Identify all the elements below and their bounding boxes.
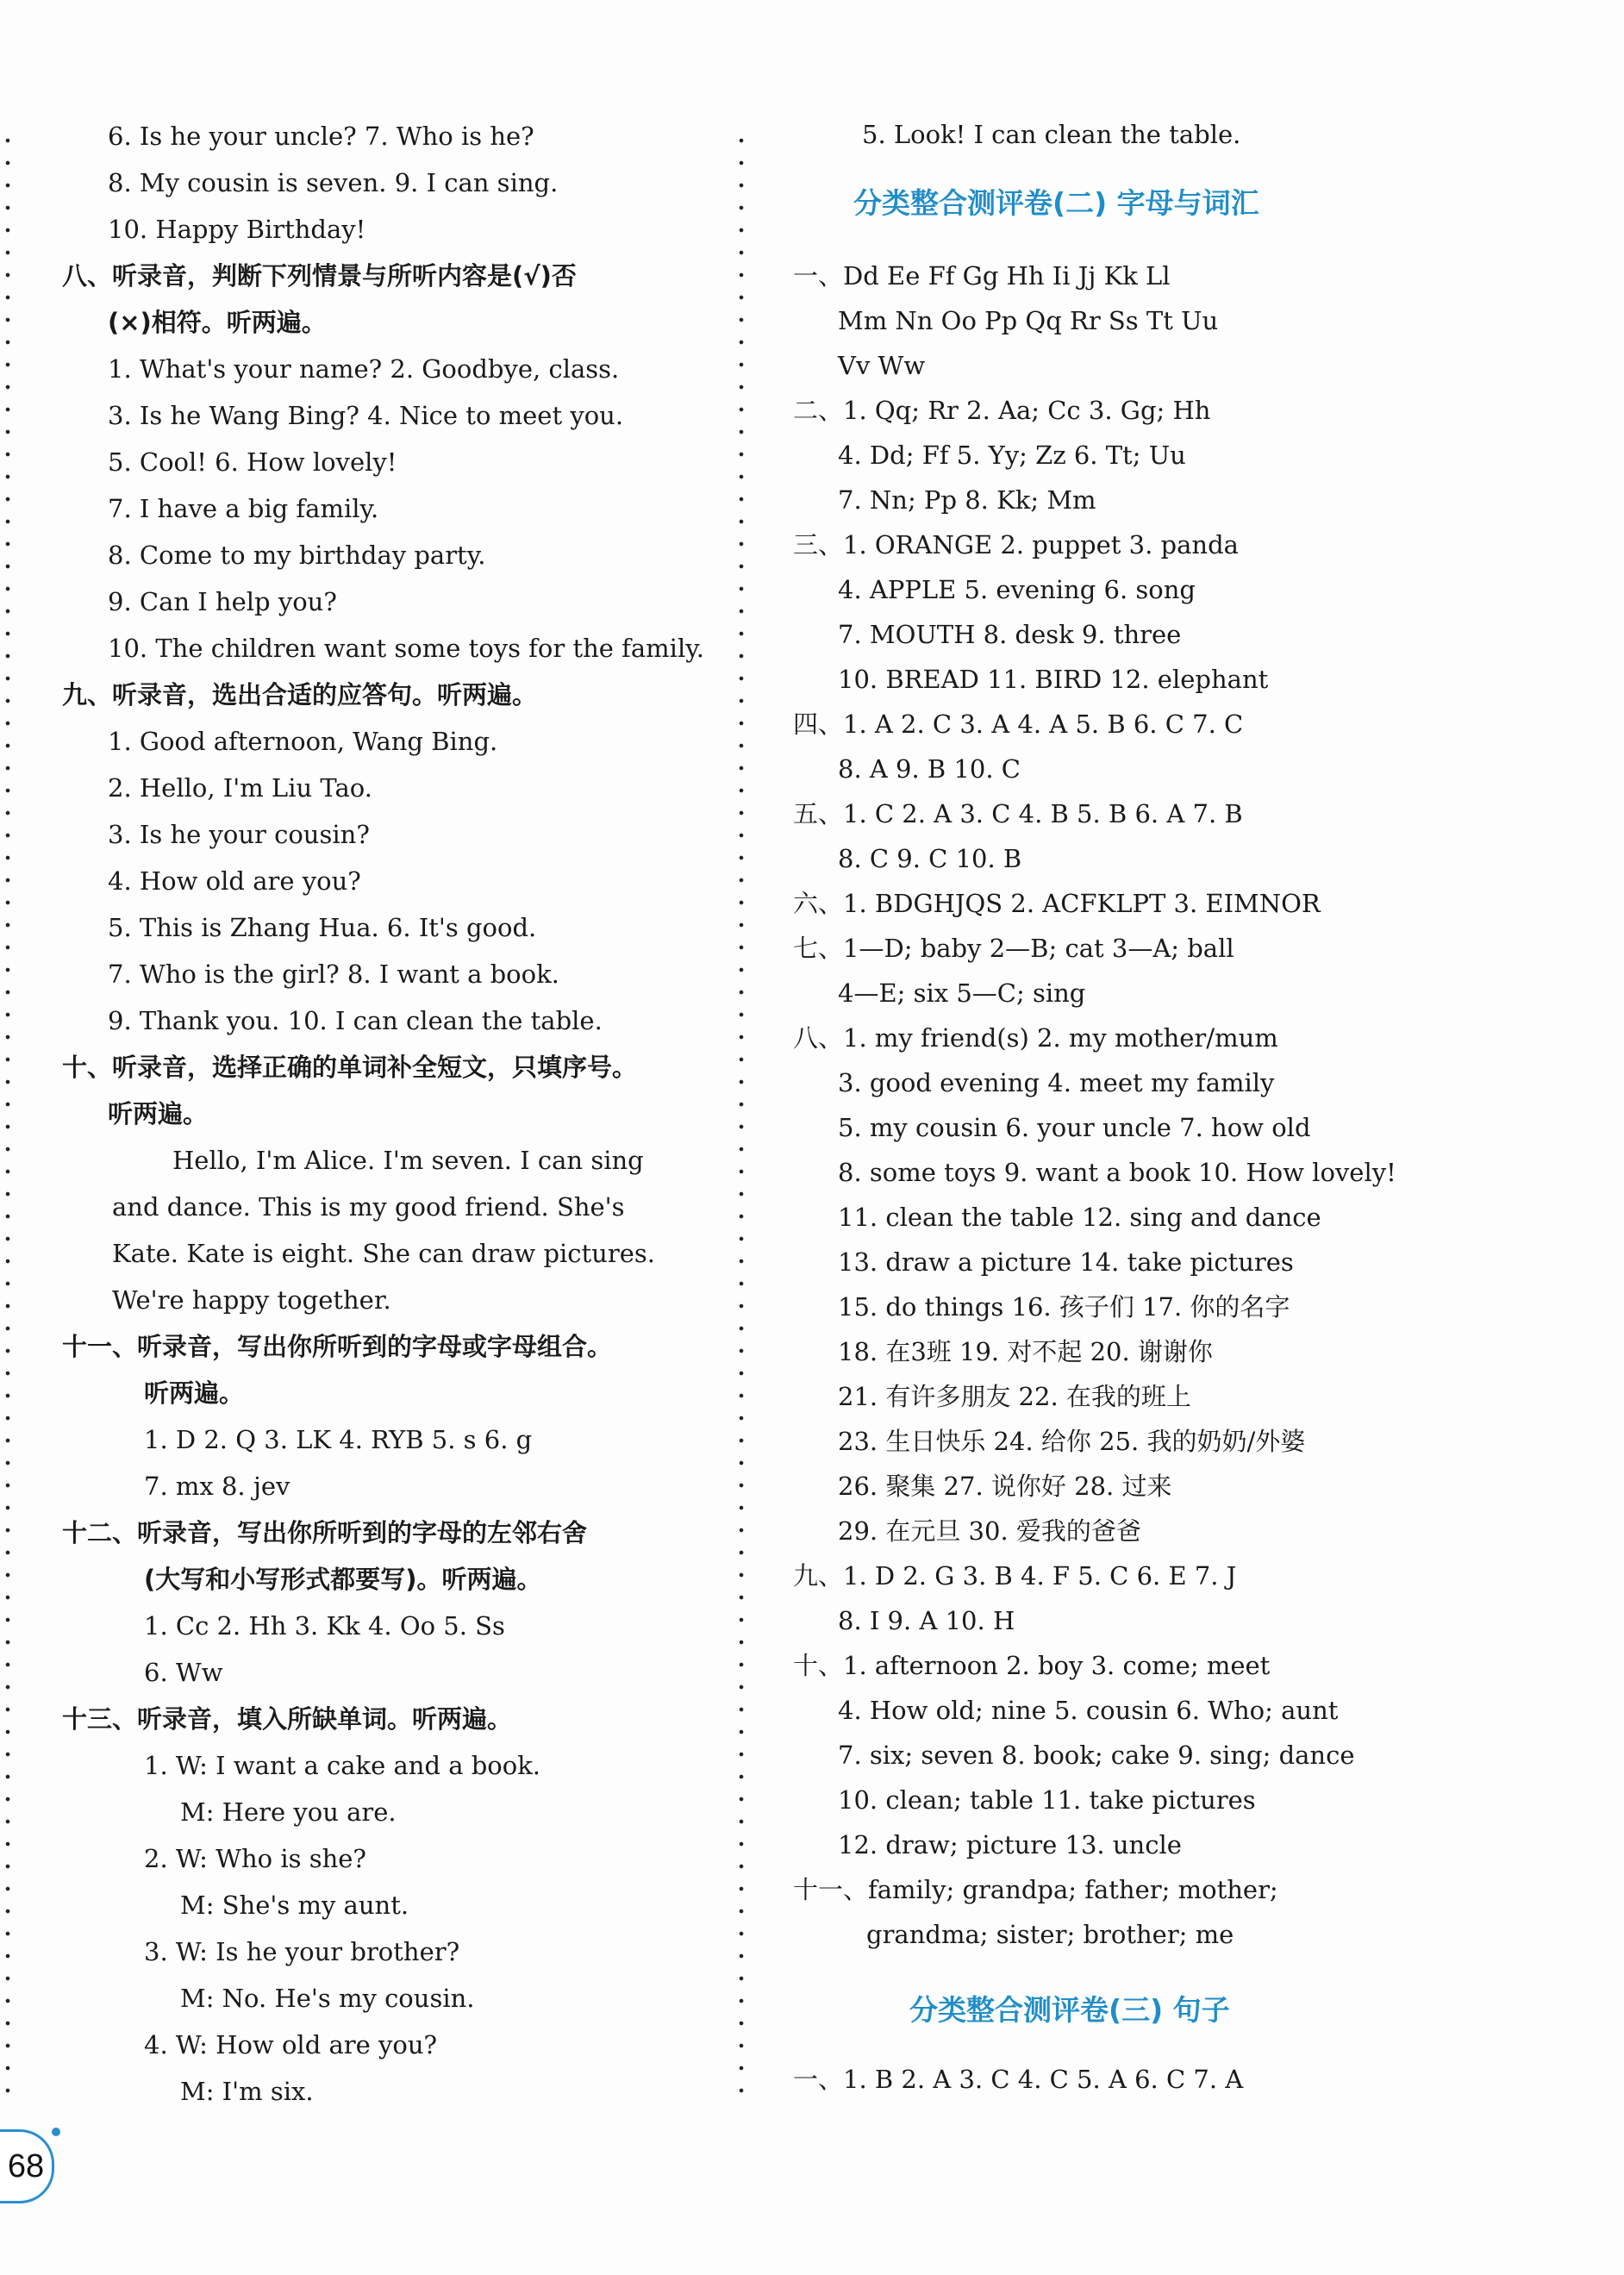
question-heading: 十一、听录音，写出你所听到的字母或字母组合。 <box>62 1332 613 1361</box>
left-binding-dots <box>5 129 10 2103</box>
answer-line: 1. Cc 2. Hh 3. Kk 4. Oo 5. Ss <box>144 1611 505 1641</box>
question-heading: 十二、听录音，写出你所听到的字母的左邻右舍 <box>62 1518 588 1547</box>
answer-line: 3. good evening 4. meet my family <box>838 1068 1275 1097</box>
answer-line: 23. 生日快乐 24. 给你 25. 我的奶奶/外婆 <box>838 1427 1306 1456</box>
question-heading: 听两遍。 <box>108 1099 209 1128</box>
answer-line: M: Here you are. <box>180 1797 397 1827</box>
question-heading: 九、听录音，选出合适的应答句。听两遍。 <box>62 680 538 709</box>
answer-line: 4. W: How old are you? <box>144 2030 438 2059</box>
answer-line: 7. Nn; Pp 8. Kk; Mm <box>838 485 1096 515</box>
answer-line: grandma; sister; brother; me <box>866 1920 1234 1949</box>
answer-line: 13. draw a picture 14. take pictures <box>838 1247 1294 1277</box>
question-heading: (×)相符。听两遍。 <box>108 308 327 337</box>
answer-line: 11. clean the table 12. sing and dance <box>838 1203 1321 1232</box>
answer-line: 5. This is Zhang Hua. 6. It's good. <box>108 913 537 942</box>
answer-line: 4. How old; nine 5. cousin 6. Who; aunt <box>838 1696 1339 1725</box>
question-heading: 听两遍。 <box>144 1378 245 1408</box>
answer-line: 5. Cool! 6. How lovely! <box>108 447 397 477</box>
answer-line: 1. What's your name? 2. Goodbye, class. <box>108 354 620 384</box>
answer-line: 9. Thank you. 10. I can clean the table. <box>108 1006 603 1035</box>
page-number-dot <box>52 2128 60 2136</box>
answer-line: Mm Nn Oo Pp Qq Rr Ss Tt Uu <box>838 306 1219 335</box>
answer-line: 一、Dd Ee Ff Gg Hh Ii Jj Kk Ll <box>793 261 1171 291</box>
answer-line: We're happy together. <box>112 1285 391 1315</box>
answer-line: 4. Dd; Ff 5. Yy; Zz 6. Tt; Uu <box>838 441 1186 470</box>
question-heading: 十、听录音，选择正确的单词补全短文，只填序号。 <box>62 1053 638 1082</box>
answer-line: 10. BREAD 11. BIRD 12. elephant <box>838 665 1269 694</box>
answer-line: 10. Happy Birthday! <box>108 215 366 244</box>
answer-line: 五、1. C 2. A 3. C 4. B 5. B 6. A 7. B <box>793 799 1243 828</box>
answer-line: 1. Good afternoon, Wang Bing. <box>108 727 498 756</box>
answer-line: 3. Is he Wang Bing? 4. Nice to meet you. <box>108 401 624 430</box>
answer-line: 21. 有许多朋友 22. 在我的班上 <box>838 1382 1191 1411</box>
answer-line: 6. Is he your uncle? 7. Who is he? <box>108 122 534 151</box>
answer-line: 8. some toys 9. want a book 10. How lovely! <box>838 1158 1396 1187</box>
center-divider-dots <box>739 129 744 2103</box>
answer-line: 26. 聚集 27. 说你好 28. 过来 <box>838 1472 1172 1501</box>
answer-line: M: No. He's my cousin. <box>180 1984 475 2013</box>
answer-line: 8. I 9. A 10. H <box>838 1606 1015 1635</box>
answer-line: Vv Ww <box>838 351 926 380</box>
question-heading: (大写和小写形式都要写)。听两遍。 <box>144 1565 542 1594</box>
section-title: 分类整合测评卷(二) 字母与词汇 <box>853 186 1259 220</box>
answer-line: 7. I have a big family. <box>108 494 379 523</box>
answer-line: 8. My cousin is seven. 9. I can sing. <box>108 168 559 197</box>
answer-line: 九、1. D 2. G 3. B 4. F 5. C 6. E 7. J <box>793 1561 1237 1591</box>
section-title: 分类整合测评卷(三) 句子 <box>909 1993 1230 2027</box>
answer-line: and dance. This is my good friend. She's <box>112 1192 625 1222</box>
answer-line: 9. Can I help you? <box>108 587 337 616</box>
answer-line: 5. my cousin 6. your uncle 7. how old <box>838 1113 1311 1142</box>
answer-line: 12. draw; picture 13. uncle <box>838 1830 1182 1859</box>
question-heading: 十三、听录音，填入所缺单词。听两遍。 <box>62 1704 513 1734</box>
answer-line: M: She's my aunt. <box>180 1891 409 1920</box>
answer-line: 1. W: I want a cake and a book. <box>144 1751 541 1780</box>
answer-line: 2. W: Who is she? <box>144 1844 366 1873</box>
answer-line: 4. APPLE 5. evening 6. song <box>838 575 1196 604</box>
answer-line: 十、1. afternoon 2. boy 3. come; meet <box>793 1651 1271 1680</box>
answer-line: 一、1. B 2. A 3. C 4. C 5. A 6. C 7. A <box>793 2065 1244 2094</box>
answer-line: 15. do things 16. 孩子们 17. 你的名字 <box>838 1292 1290 1322</box>
answer-line: 10. clean; table 11. take pictures <box>838 1785 1256 1815</box>
answer-line: 3. W: Is he your brother? <box>144 1937 460 1966</box>
answer-line: 3. Is he your cousin? <box>108 820 370 849</box>
answer-line: 6. Ww <box>144 1658 223 1687</box>
answer-line: 三、1. ORANGE 2. puppet 3. panda <box>793 530 1239 559</box>
answer-line: 四、1. A 2. C 3. A 4. A 5. B 6. C 7. C <box>793 709 1244 739</box>
answer-line: 8. A 9. B 10. C <box>838 754 1021 784</box>
answer-line: 7. MOUTH 8. desk 9. three <box>838 620 1182 649</box>
answer-line: 18. 在3班 19. 对不起 20. 谢谢你 <box>838 1337 1213 1366</box>
answer-line: Hello, I'm Alice. I'm seven. I can sing <box>172 1146 644 1175</box>
answer-line: 7. six; seven 8. book; cake 9. sing; dance <box>838 1741 1355 1770</box>
page-number: 68 <box>0 2129 54 2203</box>
answer-line: 5. Look! I can clean the table. <box>862 120 1241 149</box>
question-heading: 八、听录音，判断下列情景与所听内容是(√)否 <box>62 261 577 291</box>
answer-line: 二、1. Qq; Rr 2. Aa; Cc 3. Gg; Hh <box>793 396 1211 425</box>
answer-line: 8. C 9. C 10. B <box>838 844 1022 873</box>
answer-line: 7. mx 8. jev <box>144 1472 290 1501</box>
answer-line: 2. Hello, I'm Liu Tao. <box>108 773 372 803</box>
answer-line: 29. 在元旦 30. 爱我的爸爸 <box>838 1516 1141 1546</box>
answer-line: 十一、family; grandpa; father; mother; <box>793 1875 1278 1904</box>
answer-line: 六、1. BDGHJQS 2. ACFKLPT 3. EIMNOR <box>793 889 1321 918</box>
answer-line: 八、1. my friend(s) 2. my mother/mum <box>793 1023 1278 1053</box>
answer-line: M: I'm six. <box>180 2077 314 2106</box>
answer-line: 8. Come to my birthday party. <box>108 541 486 570</box>
answer-line: 10. The children want some toys for the family. <box>108 634 704 663</box>
answer-line: Kate. Kate is eight. She can draw pictures. <box>112 1239 655 1268</box>
answer-line: 七、1—D; baby 2—B; cat 3—A; ball <box>793 934 1234 963</box>
answer-line: 1. D 2. Q 3. LK 4. RYB 5. s 6. g <box>144 1425 533 1454</box>
answer-line: 4. How old are you? <box>108 866 361 896</box>
answer-line: 7. Who is the girl? 8. I want a book. <box>108 959 559 989</box>
answer-line: 4—E; six 5—C; sing <box>838 978 1086 1008</box>
